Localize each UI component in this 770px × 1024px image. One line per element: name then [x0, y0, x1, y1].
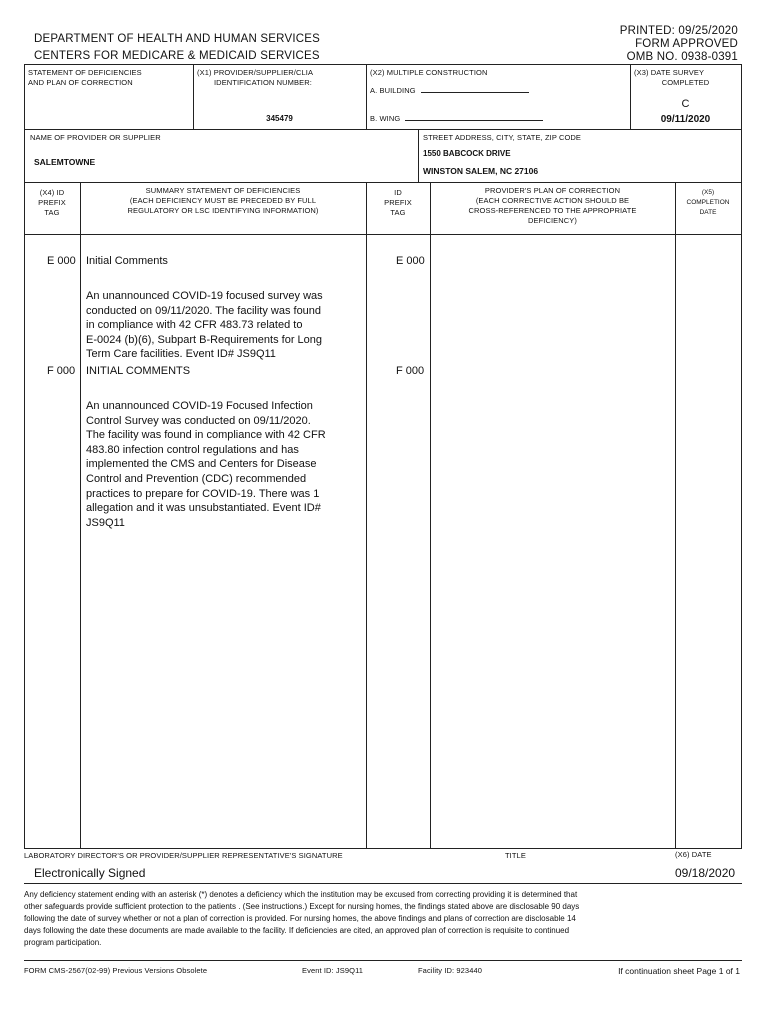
- form-number: FORM CMS-2567(02-99) Previous Versions Obsolete: [24, 966, 208, 975]
- department-title: DEPARTMENT OF HEALTH AND HUMAN SERVICES: [34, 33, 320, 45]
- event-id: Event ID: JS9Q11: [302, 966, 364, 975]
- disclaimer-text: Any deficiency statement ending with an asterisk (*) denotes a deficiency which the institution may be excused from correcting providing it is determined that other safeguards provide sufficient protection to the patients . (See instructions.) Except for nursing homes, the findings stated above are disclosable 90 days following the date of survey whether or not a plan of correction is provided. For nursing homes, the above findings and plans of correction are disclosable 14 days following the date these documents are made available to the facility. If deficiencies are cited, an approved plan of correction is requisite to continued program participation.: [24, 890, 580, 947]
- omb-number: OMB NO. 0938-0391: [626, 51, 738, 63]
- entry-tag: F 000: [47, 365, 76, 377]
- date-label: (X6) DATE: [675, 850, 712, 859]
- statement-label-1: STATEMENT OF DEFICIENCIES: [28, 68, 142, 77]
- top-block-bottom-line: [24, 129, 742, 130]
- signature-label: LABORATORY DIRECTOR'S OR PROVIDER/SUPPLIER REPRESENTATIVE'S SIGNATURE: [24, 851, 343, 860]
- survey-code: C: [681, 98, 690, 110]
- entry-tag: E 000: [47, 255, 76, 267]
- building-underline: [421, 84, 529, 93]
- entry-title: INITIAL COMMENTS: [86, 365, 191, 377]
- plan-of-correction-header: PROVIDER'S PLAN OF CORRECTION (EACH CORRECTIVE ACTION SHOULD BE CROSS-REFERENCED TO THE APPROPRIATE DEFICIENCY): [468, 186, 637, 225]
- statement-label-2: AND PLAN OF CORRECTION: [28, 78, 133, 87]
- wing-field: [370, 112, 543, 124]
- page-number: If continuation sheet Page 1 of 1: [618, 966, 740, 976]
- signature-bottom-line: [24, 883, 742, 884]
- provider-name-label: NAME OF PROVIDER OR SUPPLIER: [30, 133, 161, 142]
- column-header-bottom-line: [24, 234, 742, 235]
- signed-date: 09/18/2020: [675, 866, 736, 880]
- provider-id-number: 345479: [266, 114, 293, 123]
- signature-top-line: [24, 848, 742, 849]
- agency-title: CENTERS FOR MEDICARE & MEDICAID SERVICES: [34, 50, 320, 62]
- provider-name: SALEMTOWNE: [34, 157, 96, 167]
- wing-label: B. WING: [370, 114, 401, 123]
- id-prefix-header: ID PREFIX TAG: [384, 188, 412, 217]
- title-label: TITLE: [505, 851, 526, 860]
- x3-label-1: (X3) DATE SURVEY: [634, 68, 705, 77]
- frame-top-line: [24, 64, 742, 65]
- entry-text: An unannounced COVID-19 focused survey was conducted on 09/11/2020. The facility was found in compliance with 42 CFR 483.73 related to E-0024 (b)(6), Subpart B-Requirements for Long Term Care facilities. Event ID# JS9Q11: [86, 290, 323, 361]
- x3-label-2: COMPLETED: [661, 78, 710, 87]
- signature-value: Electronically Signed: [34, 866, 146, 880]
- building-field: [370, 84, 529, 96]
- printed-date: PRINTED: 09/25/2020: [619, 25, 738, 37]
- footer-line: [24, 960, 742, 961]
- entry-title: Initial Comments: [86, 255, 168, 267]
- city-state-zip: WINSTON SALEM, NC 27106: [423, 166, 539, 176]
- x2-label: (X2) MULTIPLE CONSTRUCTION: [370, 68, 488, 77]
- address-label: STREET ADDRESS, CITY, STATE, ZIP CODE: [423, 133, 582, 142]
- summary-header: SUMMARY STATEMENT OF DEFICIENCIES (EACH DEFICIENCY MUST BE PRECEDED BY FULL REGULATORY OR LSC IDENTIFYING INFORMATION): [127, 186, 319, 215]
- x4-id-header: (X4) ID PREFIX TAG: [38, 188, 66, 217]
- facility-id: Facility ID: 923440: [418, 966, 483, 975]
- wing-underline: [405, 112, 543, 121]
- entry-text: An unannounced COVID-19 Focused Infection Control Survey was conducted on 09/11/2020. The facility was found in compliance with 42 CFR 483.80 infection control regulations and has implemented the CMS and Centers for Disease Control and Prevention (CDC) recommended practices to prepare for COVID-19. There was 1 allegation and it was unsubstantiated. Event ID# JS9Q11: [86, 400, 326, 529]
- entry-id-tag: F 000: [396, 365, 425, 377]
- form-approved: FORM APPROVED: [635, 38, 738, 50]
- completion-date-header: (X5) COMPLETION DATE: [686, 189, 730, 216]
- x1-label-2: IDENTIFICATION NUMBER:: [214, 78, 312, 87]
- entry-id-tag: E 000: [396, 255, 425, 267]
- provider-block-bottom-line: [24, 182, 742, 183]
- x1-label-1: (X1) PROVIDER/SUPPLIER/CLIA: [197, 68, 314, 77]
- street-address: 1550 BABCOCK DRIVE: [423, 149, 511, 158]
- survey-completed-date: 09/11/2020: [660, 114, 711, 125]
- building-label: A. BUILDING: [370, 86, 416, 95]
